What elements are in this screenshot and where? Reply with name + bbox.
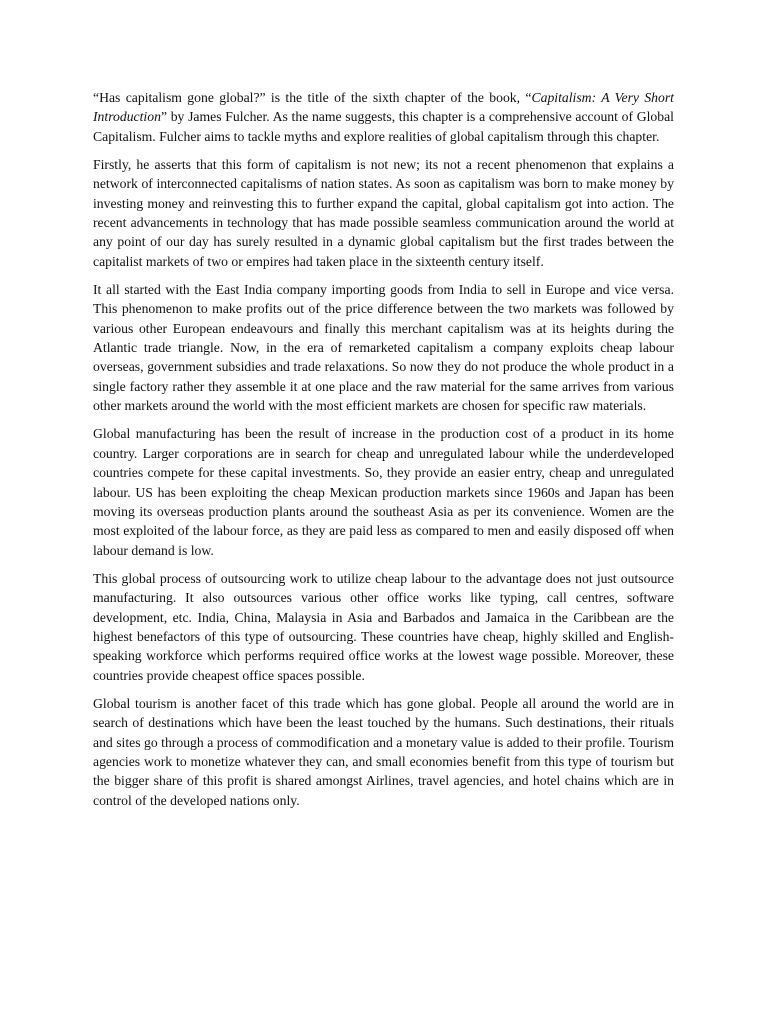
document-page — [93, 88, 674, 819]
paragraph-tourism: Global tourism is another facet of this trade which has gone global. People all around the world are in search of destinations which have been the least touched by the humans. Such destinations, their rituals and sites go through a process of commodification and a monetary value is added to their profile. Tourism agencies work to monetize whatever they can, and small economies benefit from this type of tourism but the bigger share of this profit is shared amongst Airlines, travel agencies, and hotel chains which are in control of the developed nations only. — [93, 695, 674, 808]
paragraph-intro — [93, 88, 674, 146]
paragraph-intro-pre: “Has capitalism gone global?” is the title of the sixth chapter of the book, “ — [93, 90, 532, 105]
paragraph-outsourcing: This global process of outsourcing work to utilize cheap labour to the advantage does not just outsource manufacturing. It also outsources various other office works like typing, call centres, software development, etc. India, China, Malaysia in Asia and Barbados and Jamaica in the Caribbean are the highest benefactors of this type of outsourcing. These countries have cheap, highly skilled and English-speaking workforce which performs required office works at the lowest wage possible. Moreover, these countries provide cheapest office spaces possible. — [93, 570, 674, 683]
book-title: Capitalism: A Very Short Introduction — [93, 90, 674, 125]
paragraph-intro-post: ” by James Fulcher. As the name suggests, this chapter is a comprehensive account of Global Capitalism. Fulcher aims to tackle myths and explore realities of global capitalism through this chapter. — [93, 109, 674, 144]
paragraph-history: Firstly, he asserts that this form of capitalism is not new; its not a recent phenomenon that explains a network of interconnected capitalisms of nation states. As soon as capitalism was born to make money by investing money and reinvesting this to further expand the capital, global capitalism got into action. The recent advancements in technology that has made possible seamless communication around the world at any point of our day has surely resulted in a dynamic global capitalism but the first trades between the capitalist markets of two or empires had taken place in the sixteenth century itself. — [93, 156, 674, 269]
paragraph-manufacturing: Global manufacturing has been the result of increase in the production cost of a product in its home country. Larger corporations are in search for cheap and unregulated labour while the underdeveloped countries compete for these capital investments. So, they provide an easier entry, cheap and unregulated labour. US has been exploiting the cheap Mexican production markets since 1960s and Japan has been moving its overseas production plants around the southeast Asia as per its convenience. Women are the most exploited of the labour force, as they are paid less as compared to men and easily disposed off when labour demand is low. — [93, 426, 674, 558]
paragraph-east-india: It all started with the East India company importing goods from India to sell in Europe and vice versa. This phenomenon to make profits out of the price difference between the two markets was followed by various other European endeavours and finally this merchant capitalism was at its heights during the Atlantic trade triangle. Now, in the era of remarketed capitalism a company exploits cheap labour overseas, government subsidies and trade relaxations. So now they do not produce the whole product in a single factory rather they assemble it at one place and the raw material for the same arrives from various other markets around the world with the most efficient markets are chosen for specific raw materials. — [93, 281, 674, 414]
